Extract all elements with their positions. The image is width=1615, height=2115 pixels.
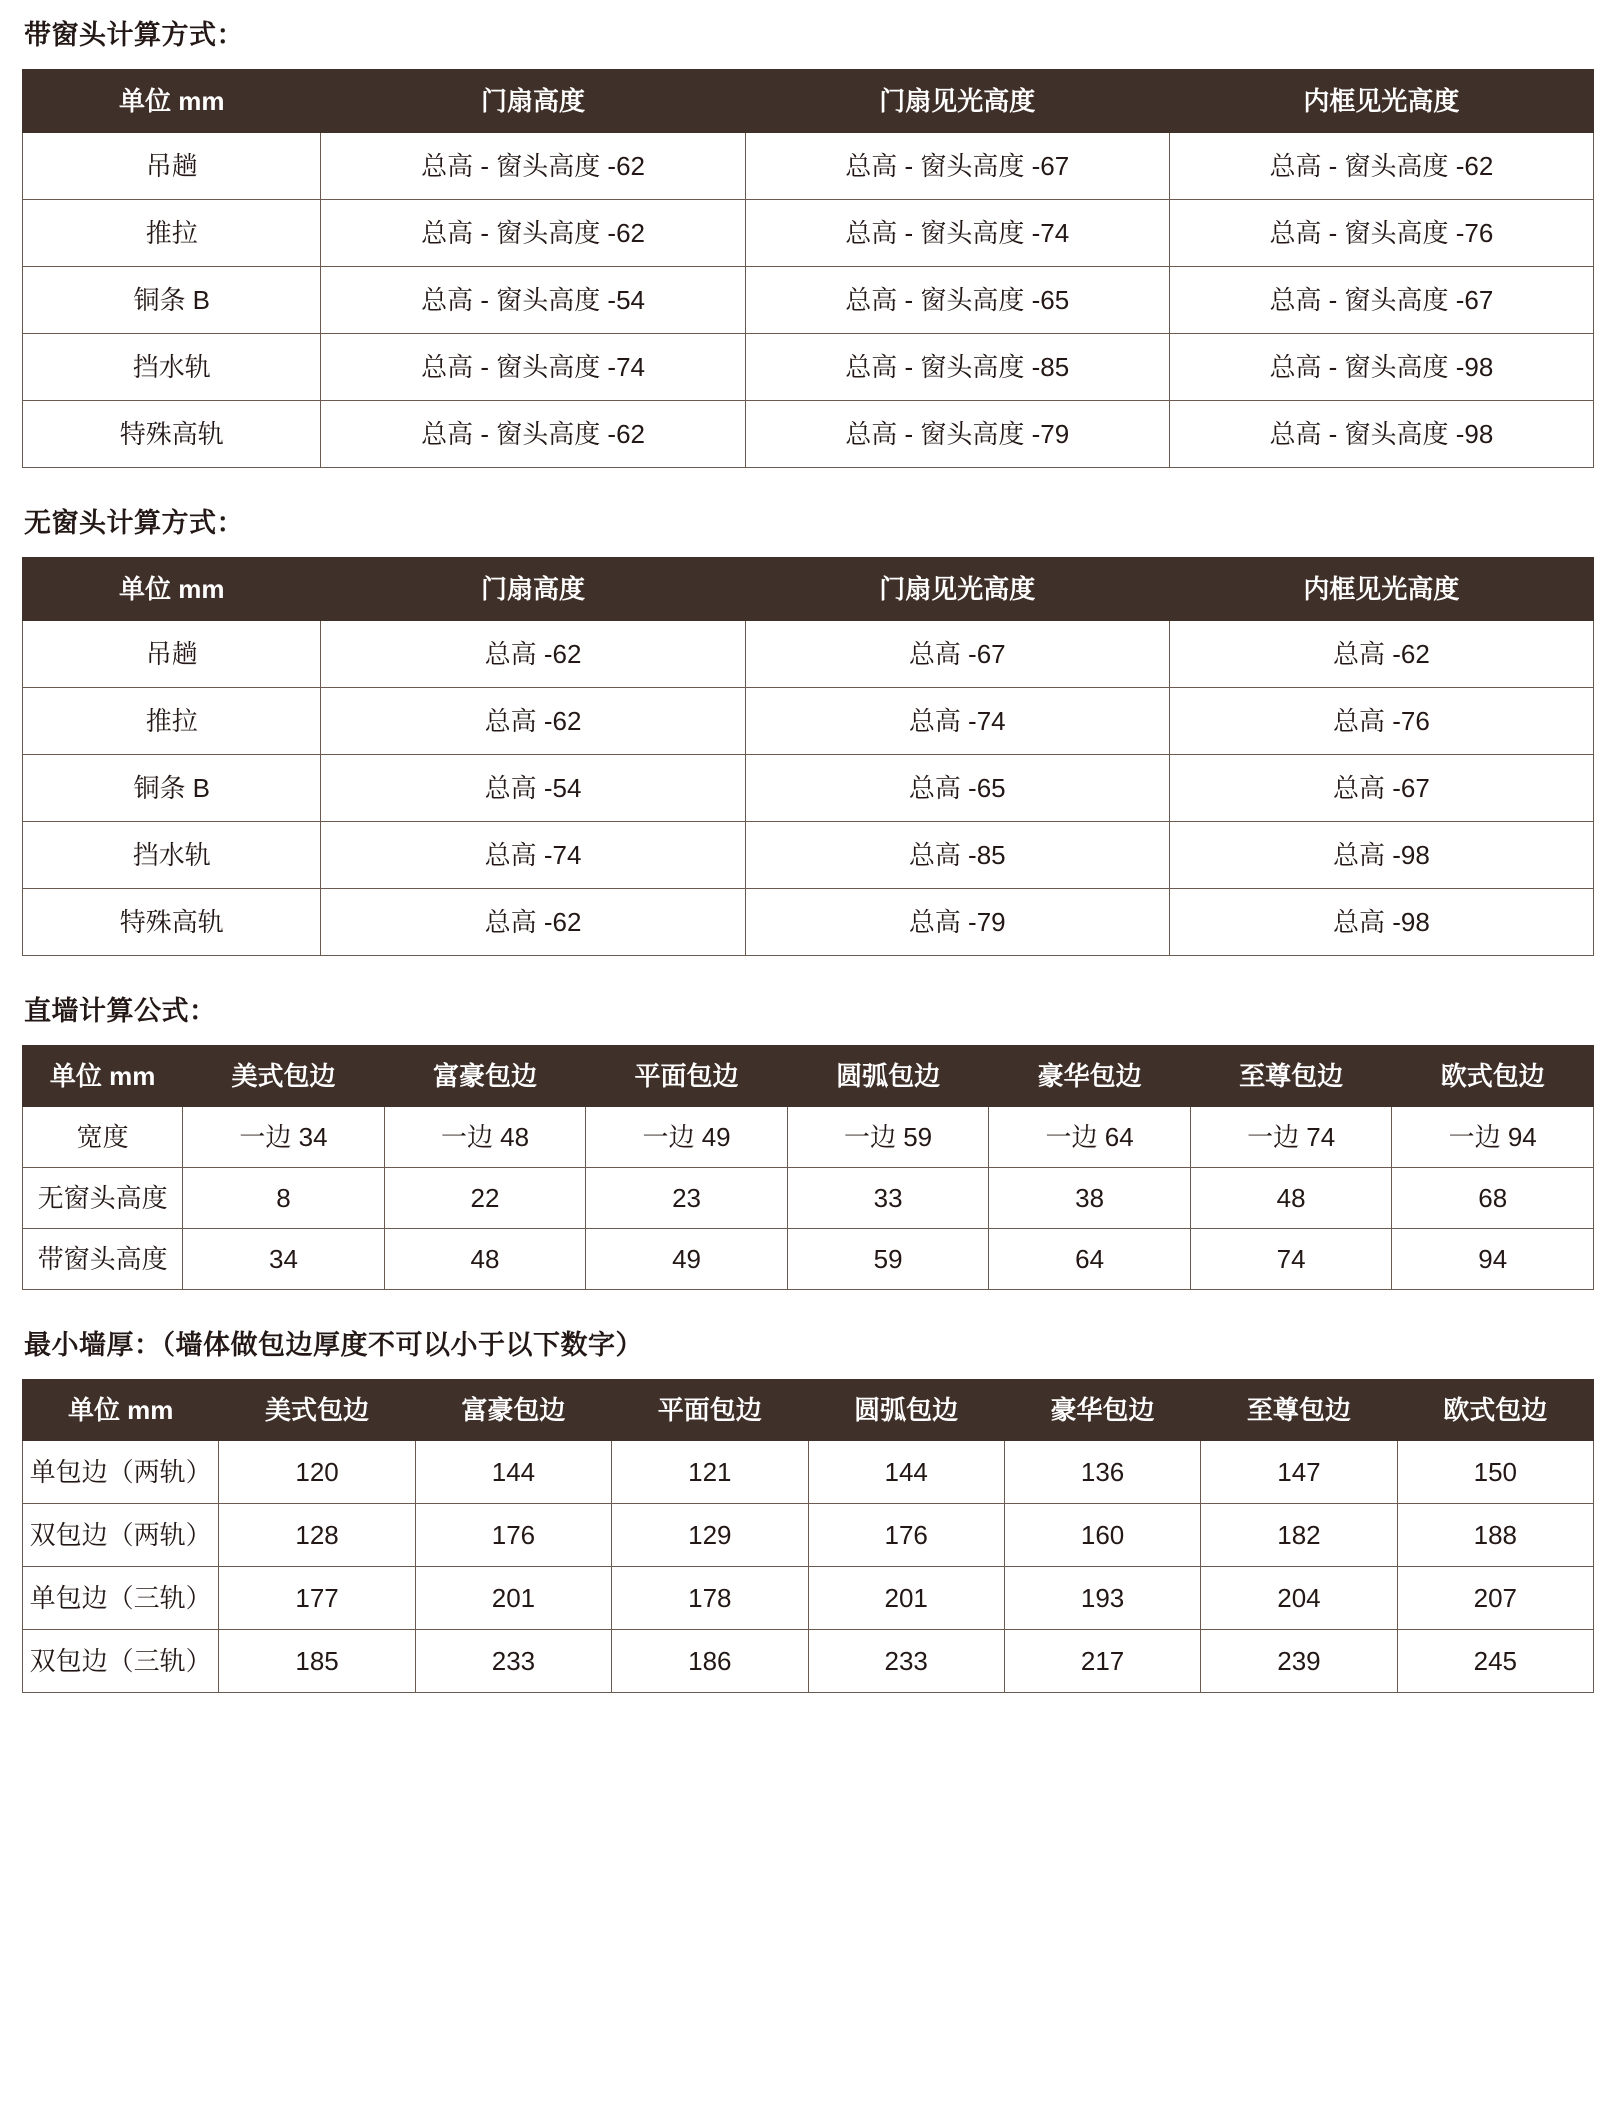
column-header: 美式包边: [219, 1380, 415, 1441]
table-cell: 总高 - 窗头高度 -67: [745, 133, 1169, 200]
table-row: [23, 267, 1594, 334]
column-header: 平面包边: [586, 1046, 788, 1107]
table-cell: 一边 49: [586, 1107, 788, 1168]
table-row: [23, 621, 1594, 688]
row-label: 吊趟: [23, 133, 321, 200]
table-straight-wall-formula: [22, 1045, 1594, 1290]
table-row: [23, 1567, 1594, 1630]
table-cell: 总高 -62: [1169, 621, 1593, 688]
row-label: 特殊高轨: [23, 401, 321, 468]
table-cell: 59: [787, 1229, 989, 1290]
table-cell: 一边 64: [989, 1107, 1191, 1168]
column-header: 豪华包边: [1004, 1380, 1200, 1441]
table-cell: 245: [1397, 1630, 1593, 1693]
table-cell: 239: [1201, 1630, 1397, 1693]
table-cell: 总高 -76: [1169, 688, 1593, 755]
row-label: 挡水轨: [23, 822, 321, 889]
row-label: 带窗头高度: [23, 1229, 183, 1290]
table-cell: 总高 - 窗头高度 -74: [745, 200, 1169, 267]
table-cell: 144: [415, 1441, 611, 1504]
table-cell: 总高 -98: [1169, 889, 1593, 956]
column-header: 豪华包边: [989, 1046, 1191, 1107]
row-label: 铜条 B: [23, 267, 321, 334]
table-cell: 121: [612, 1441, 808, 1504]
table-cell: 总高 - 窗头高度 -76: [1169, 200, 1593, 267]
table-row: [23, 1229, 1594, 1290]
table-cell: 177: [219, 1567, 415, 1630]
table-cell: 188: [1397, 1504, 1593, 1567]
column-header: 门扇见光高度: [745, 70, 1169, 133]
table-cell: 总高 - 窗头高度 -62: [321, 200, 745, 267]
table-cell: 74: [1190, 1229, 1392, 1290]
column-header: 单位 mm: [23, 1046, 183, 1107]
table-row: [23, 200, 1594, 267]
row-label: 双包边（两轨）: [23, 1504, 219, 1567]
column-header: 单位 mm: [23, 1380, 219, 1441]
table-row: [23, 889, 1594, 956]
table-row: [23, 1441, 1594, 1504]
table-row: [23, 1630, 1594, 1693]
table-cell: 38: [989, 1168, 1191, 1229]
column-header: 圆弧包边: [808, 1380, 1004, 1441]
row-label: 特殊高轨: [23, 889, 321, 956]
section-without-window-head: [22, 506, 1593, 956]
table-cell: 176: [808, 1504, 1004, 1567]
section-min-wall-thickness: [22, 1328, 1593, 1693]
table-cell: 176: [415, 1504, 611, 1567]
table-cell: 总高 - 窗头高度 -79: [745, 401, 1169, 468]
table-cell: 48: [1190, 1168, 1392, 1229]
table-cell: 34: [183, 1229, 385, 1290]
table-cell: 193: [1004, 1567, 1200, 1630]
row-label: 单包边（三轨）: [23, 1567, 219, 1630]
table-header-row: [23, 1380, 1594, 1441]
column-header: 富豪包边: [384, 1046, 586, 1107]
table-row: [23, 334, 1594, 401]
column-header: 门扇见光高度: [745, 558, 1169, 621]
table-cell: 一边 34: [183, 1107, 385, 1168]
table-row: [23, 401, 1594, 468]
table-cell: 33: [787, 1168, 989, 1229]
table-cell: 182: [1201, 1504, 1397, 1567]
row-label: 推拉: [23, 200, 321, 267]
table-cell: 120: [219, 1441, 415, 1504]
section-title: 直墙计算公式：: [24, 996, 217, 1027]
table-cell: 201: [808, 1567, 1004, 1630]
row-label: 双包边（三轨）: [23, 1630, 219, 1693]
row-label: 吊趟: [23, 621, 321, 688]
table-without-window-head: [22, 557, 1594, 956]
section-straight-wall-formula: [22, 994, 1593, 1290]
table-cell: 217: [1004, 1630, 1200, 1693]
table-cell: 总高 -67: [745, 621, 1169, 688]
table-cell: 总高 -62: [321, 688, 745, 755]
column-header: 美式包边: [183, 1046, 385, 1107]
table-cell: 总高 -74: [745, 688, 1169, 755]
table-cell: 总高 -74: [321, 822, 745, 889]
column-header: 欧式包边: [1392, 1046, 1594, 1107]
table-row: [23, 1504, 1594, 1567]
table-header-row: [23, 70, 1594, 133]
table-cell: 233: [415, 1630, 611, 1693]
table-cell: 136: [1004, 1441, 1200, 1504]
table-row: [23, 1107, 1594, 1168]
row-label: 宽度: [23, 1107, 183, 1168]
table-cell: 128: [219, 1504, 415, 1567]
table-cell: 总高 - 窗头高度 -85: [745, 334, 1169, 401]
table-header-row: [23, 1046, 1594, 1107]
table-cell: 48: [384, 1229, 586, 1290]
table-cell: 总高 - 窗头高度 -67: [1169, 267, 1593, 334]
table-cell: 一边 48: [384, 1107, 586, 1168]
table-row: [23, 755, 1594, 822]
table-cell: 总高 -54: [321, 755, 745, 822]
table-cell: 总高 - 窗头高度 -65: [745, 267, 1169, 334]
column-header: 内框见光高度: [1169, 70, 1593, 133]
table-cell: 160: [1004, 1504, 1200, 1567]
column-header: 门扇高度: [321, 558, 745, 621]
table-cell: 总高 -62: [321, 621, 745, 688]
table-cell: 144: [808, 1441, 1004, 1504]
table-cell: 23: [586, 1168, 788, 1229]
column-header: 至尊包边: [1201, 1380, 1397, 1441]
table-cell: 68: [1392, 1168, 1594, 1229]
column-header: 内框见光高度: [1169, 558, 1593, 621]
table-cell: 207: [1397, 1567, 1593, 1630]
row-label: 挡水轨: [23, 334, 321, 401]
table-cell: 201: [415, 1567, 611, 1630]
row-label: 单包边（两轨）: [23, 1441, 219, 1504]
column-header: 门扇高度: [321, 70, 745, 133]
section-title: 最小墙厚：（墙体做包边厚度不可以小于以下数字）: [24, 1330, 643, 1361]
table-cell: 150: [1397, 1441, 1593, 1504]
table-cell: 94: [1392, 1229, 1594, 1290]
row-label: 推拉: [23, 688, 321, 755]
table-cell: 一边 94: [1392, 1107, 1594, 1168]
table-cell: 总高 -65: [745, 755, 1169, 822]
table-cell: 总高 -98: [1169, 822, 1593, 889]
section-title: 无窗头计算方式：: [24, 508, 244, 539]
table-row: [23, 1168, 1594, 1229]
table-cell: 总高 - 窗头高度 -62: [321, 133, 745, 200]
table-cell: 233: [808, 1630, 1004, 1693]
row-label: 无窗头高度: [23, 1168, 183, 1229]
table-cell: 129: [612, 1504, 808, 1567]
table-cell: 总高 - 窗头高度 -62: [1169, 133, 1593, 200]
table-row: [23, 688, 1594, 755]
table-cell: 204: [1201, 1567, 1397, 1630]
column-header: 富豪包边: [415, 1380, 611, 1441]
table-row: [23, 822, 1594, 889]
table-cell: 8: [183, 1168, 385, 1229]
row-label: 铜条 B: [23, 755, 321, 822]
table-cell: 一边 74: [1190, 1107, 1392, 1168]
table-cell: 总高 - 窗头高度 -98: [1169, 401, 1593, 468]
table-cell: 一边 59: [787, 1107, 989, 1168]
table-cell: 总高 - 窗头高度 -62: [321, 401, 745, 468]
table-cell: 64: [989, 1229, 1191, 1290]
column-header: 单位 mm: [23, 70, 321, 133]
table-cell: 49: [586, 1229, 788, 1290]
column-header: 圆弧包边: [787, 1046, 989, 1107]
column-header: 欧式包边: [1397, 1380, 1593, 1441]
column-header: 单位 mm: [23, 558, 321, 621]
table-cell: 总高 - 窗头高度 -74: [321, 334, 745, 401]
table-cell: 总高 -62: [321, 889, 745, 956]
table-cell: 总高 -79: [745, 889, 1169, 956]
table-cell: 22: [384, 1168, 586, 1229]
column-header: 至尊包边: [1190, 1046, 1392, 1107]
section-with-window-head: [22, 18, 1593, 468]
table-with-window-head: [22, 69, 1594, 468]
table-cell: 总高 -85: [745, 822, 1169, 889]
column-header: 平面包边: [612, 1380, 808, 1441]
table-header-row: [23, 558, 1594, 621]
table-cell: 总高 - 窗头高度 -98: [1169, 334, 1593, 401]
table-cell: 总高 -67: [1169, 755, 1593, 822]
table-cell: 147: [1201, 1441, 1397, 1504]
table-min-wall-thickness: [22, 1379, 1594, 1693]
table-cell: 总高 - 窗头高度 -54: [321, 267, 745, 334]
section-title: 带窗头计算方式：: [24, 20, 244, 50]
table-cell: 185: [219, 1630, 415, 1693]
table-cell: 186: [612, 1630, 808, 1693]
table-row: [23, 133, 1594, 200]
table-cell: 178: [612, 1567, 808, 1630]
